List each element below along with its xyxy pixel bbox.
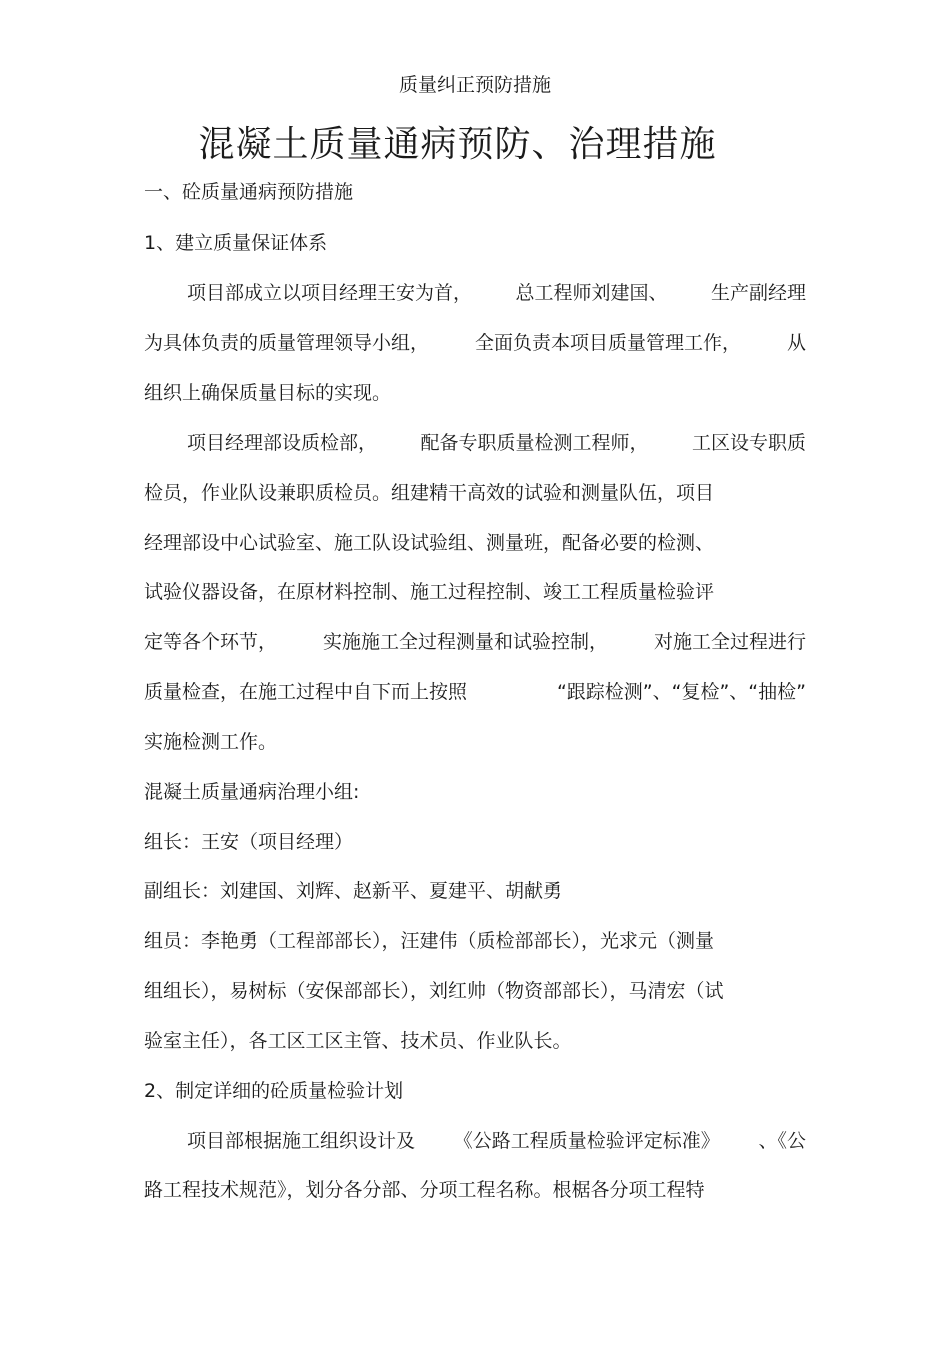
para2-line5 [144, 628, 806, 656]
para2-line1-seg3: 工区设专职质 [691, 432, 806, 454]
team-heading: 混凝土质量通病治理小组: [144, 781, 360, 803]
para3-line1 [187, 1127, 806, 1155]
para2-line1 [187, 429, 806, 457]
page-header: 质量纠正预防措施 [398, 74, 551, 96]
para2-line5-seg2: 实施施工全过程测量和试验控制， [322, 631, 608, 653]
para3-line2: 路工程技术规范》，划分各分部、分项工程名称。根椐各分项工程特 [144, 1179, 705, 1201]
team-members-line3: 验室主任），各工区工区主管、技术员、作业队长。 [144, 1030, 572, 1052]
subsection-heading-1: 1、建立质量保证体系 [144, 232, 328, 254]
para2-line6-seg1: 质量检查，在施工过程中自下而上按照 [144, 681, 468, 703]
team-members-line2-text: 组组长），易树标（安保部部长），刘红帅（物资部部长），马清宏（试 [144, 980, 724, 1002]
para2-line4: 试验仪器设备，在原材料控制、施工过程控制、竣工工程质量检验评 [144, 581, 715, 603]
para1-line3: 组织上确保质量目标的实现。 [144, 382, 392, 404]
team-leader: 组长：王安（项目经理） [144, 831, 354, 853]
para2-line1-seg1: 项目经理部设质检部， [187, 432, 378, 454]
team-members-line1-text: 组员：李艳勇（工程部部长），汪建伟（质检部部长），光求元（测量 [144, 930, 715, 952]
para2-line1-seg2: 配备专职质量检测工程师， [420, 432, 649, 454]
para3-line1-seg1: 项目部根据施工组织设计及 [187, 1130, 416, 1152]
team-members-line2 [144, 977, 806, 1005]
section-heading-1: 一、砼质量通病预防措施 [144, 181, 354, 203]
para2-line7: 实施检测工作。 [144, 731, 278, 753]
para1-line1-seg2: 总工程师刘建国、 [515, 282, 668, 304]
team-deputy: 副组长：刘建国、刘辉、赵新平、夏建平、胡献勇 [144, 880, 563, 902]
para1-line1-seg3: 生产副经理 [710, 282, 806, 304]
para1-line2-seg2: 全面负责本项目质量管理工作， [474, 332, 741, 354]
para2-line6 [144, 678, 806, 706]
document-title: 混凝土质量通病预防、治理措施 [198, 124, 717, 165]
para2-line3: 经理部设中心试验室、施工队设试验组、测量班，配备必要的检测、 [144, 532, 715, 554]
para1-line2 [144, 329, 806, 357]
para1-line1 [187, 279, 806, 307]
para1-line2-seg1: 为具体负责的质量管理领导小组， [144, 332, 430, 354]
para2-line6-seg2: “跟踪检测”、“复检”、“抽检” [556, 681, 806, 703]
subsection-heading-2: 2、制定详细的砼质量检验计划 [144, 1080, 404, 1102]
para1-line1-seg1: 项目部成立以项目经理王安为首， [187, 282, 473, 304]
para2-line2: 检员，作业队设兼职质检员。组建精干高效的试验和测量队伍，项目 [144, 482, 715, 504]
para3-line1-seg3: 、《公 [758, 1130, 806, 1152]
para1-line2-seg3: 从 [786, 332, 806, 354]
para3-line1-seg2: 《公路工程质量检验评定标准》 [453, 1130, 720, 1152]
para2-line5-seg3: 对施工全过程进行 [653, 631, 806, 653]
team-members-line1 [144, 927, 806, 955]
para2-line5-seg1: 定等各个环节， [144, 631, 278, 653]
